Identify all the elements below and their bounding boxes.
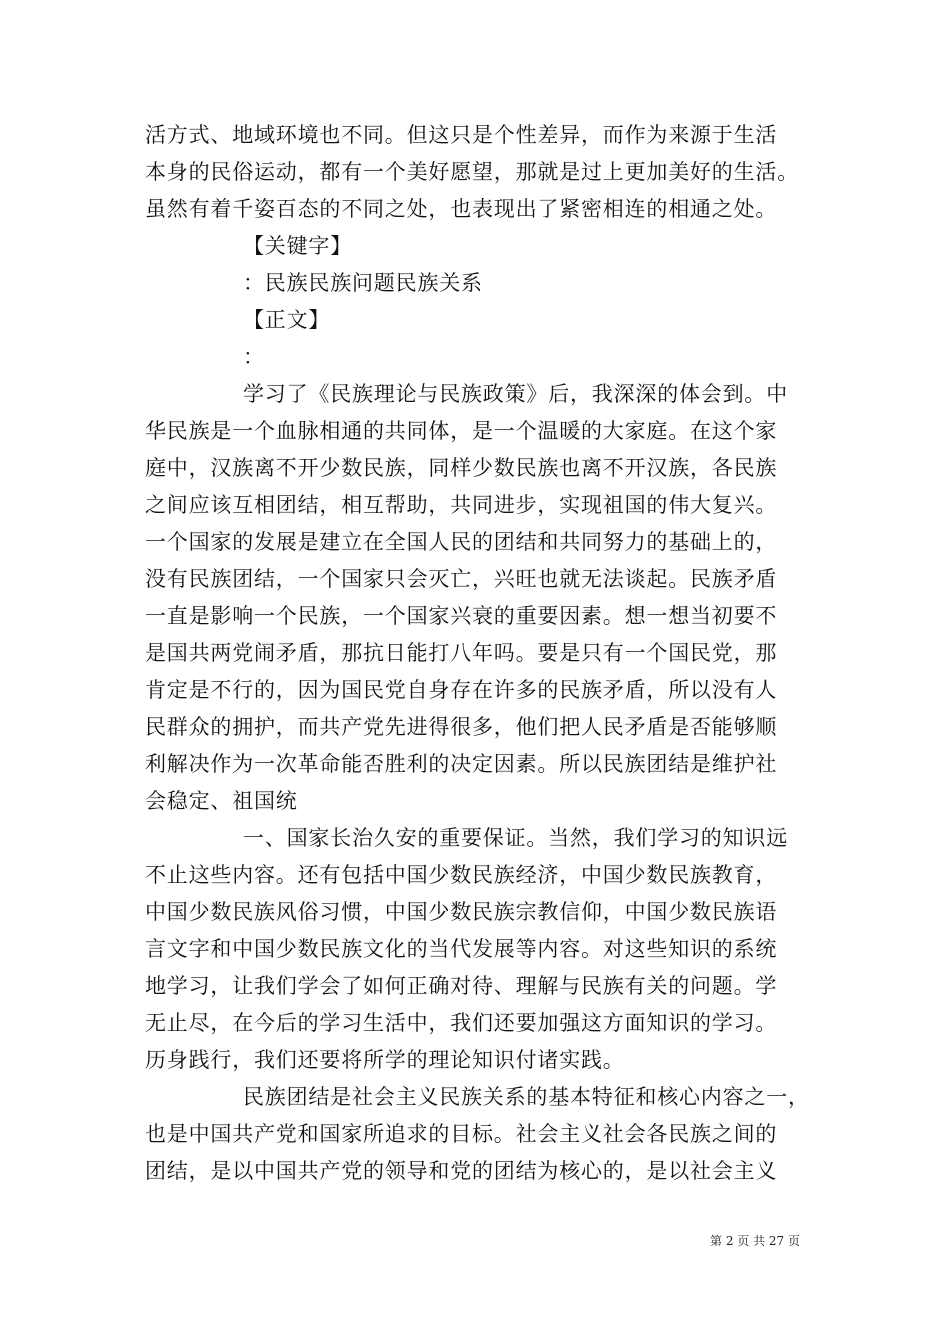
text-line: 华民族是一个血脉相通的共同体，是一个温暖的大家庭。在这个家: [145, 419, 778, 443]
text-line: 虽然有着千姿百态的不同之处，也表现出了紧密相连的相通之处。: [145, 197, 778, 221]
text-line: 肯定是不行的，因为国民党自身存在许多的民族矛盾，所以没有人: [145, 678, 778, 702]
text-line: 中国少数民族风俗习惯，中国少数民族宗教信仰，中国少数民族语: [145, 900, 778, 924]
text-line: 历身践行，我们还要将所学的理论知识付诸实践。: [145, 1048, 625, 1072]
text-line: 一直是影响一个民族，一个国家兴衰的重要因素。想一想当初要不: [145, 604, 778, 628]
text-line: 民群众的拥护，而共产党先进得很多，他们把人民矛盾是否能够顺: [145, 715, 778, 739]
text-line: 活方式、地域环境也不同。但这只是个性差异，而作为来源于生活: [145, 123, 778, 147]
body-heading: 【正文】: [243, 308, 331, 332]
body-text: [145, 117, 825, 1190]
text-line: 没有民族团结，一个国家只会灭亡，兴旺也就无法谈起。民族矛盾: [145, 567, 778, 591]
text-line: 团结，是以中国共产党的领导和党的团结为核心的，是以社会主义: [145, 1159, 778, 1183]
text-line: 庭中，汉族离不开少数民族，同样少数民族也离不开汉族，各民族: [145, 456, 778, 480]
text-line: 无止尽，在今后的学习生活中，我们还要加强这方面知识的学习。: [145, 1011, 778, 1035]
text-line: 是国共两党闹矛盾，那抗日能打八年吗。要是只有一个国民党，那: [145, 641, 778, 665]
page-footer: 第 2 页 共 27 页: [710, 1234, 800, 1248]
paragraph-start: 一、国家长治久安的重要保证。当然，我们学习的知识远: [243, 826, 788, 850]
text-line: 利解决作为一次革命能否胜利的决定因素。所以民族团结是维护社: [145, 752, 778, 776]
keywords-content: ：民族民族问题民族关系: [243, 271, 483, 295]
text-line: 之间应该互相团结，相互帮助，共同进步，实现祖国的伟大复兴。: [145, 493, 778, 517]
paragraph-start: 民族团结是社会主义民族关系的基本特征和核心内容之一，: [243, 1085, 810, 1109]
paragraph-start: 学习了《民族理论与民族政策》后，我深深的体会到。中: [243, 382, 788, 406]
body-heading-colon: ：: [243, 345, 265, 369]
text-line: 不止这些内容。还有包括中国少数民族经济，中国少数民族教育，: [145, 863, 778, 887]
text-line: 本身的民俗运动，都有一个美好愿望，那就是过上更加美好的生活。: [145, 160, 799, 184]
text-line: 会稳定、祖国统: [145, 789, 298, 813]
text-line: 地学习，让我们学会了如何正确对待、理解与民族有关的问题。学: [145, 974, 778, 998]
text-line: 也是中国共产党和国家所追求的目标。社会主义社会各民族之间的: [145, 1122, 778, 1146]
text-line: 言文字和中国少数民族文化的当代发展等内容。对这些知识的系统: [145, 937, 778, 961]
text-line: 一个国家的发展是建立在全国人民的团结和共同努力的基础上的，: [145, 530, 778, 554]
keywords-heading: 【关键字】: [243, 234, 352, 258]
